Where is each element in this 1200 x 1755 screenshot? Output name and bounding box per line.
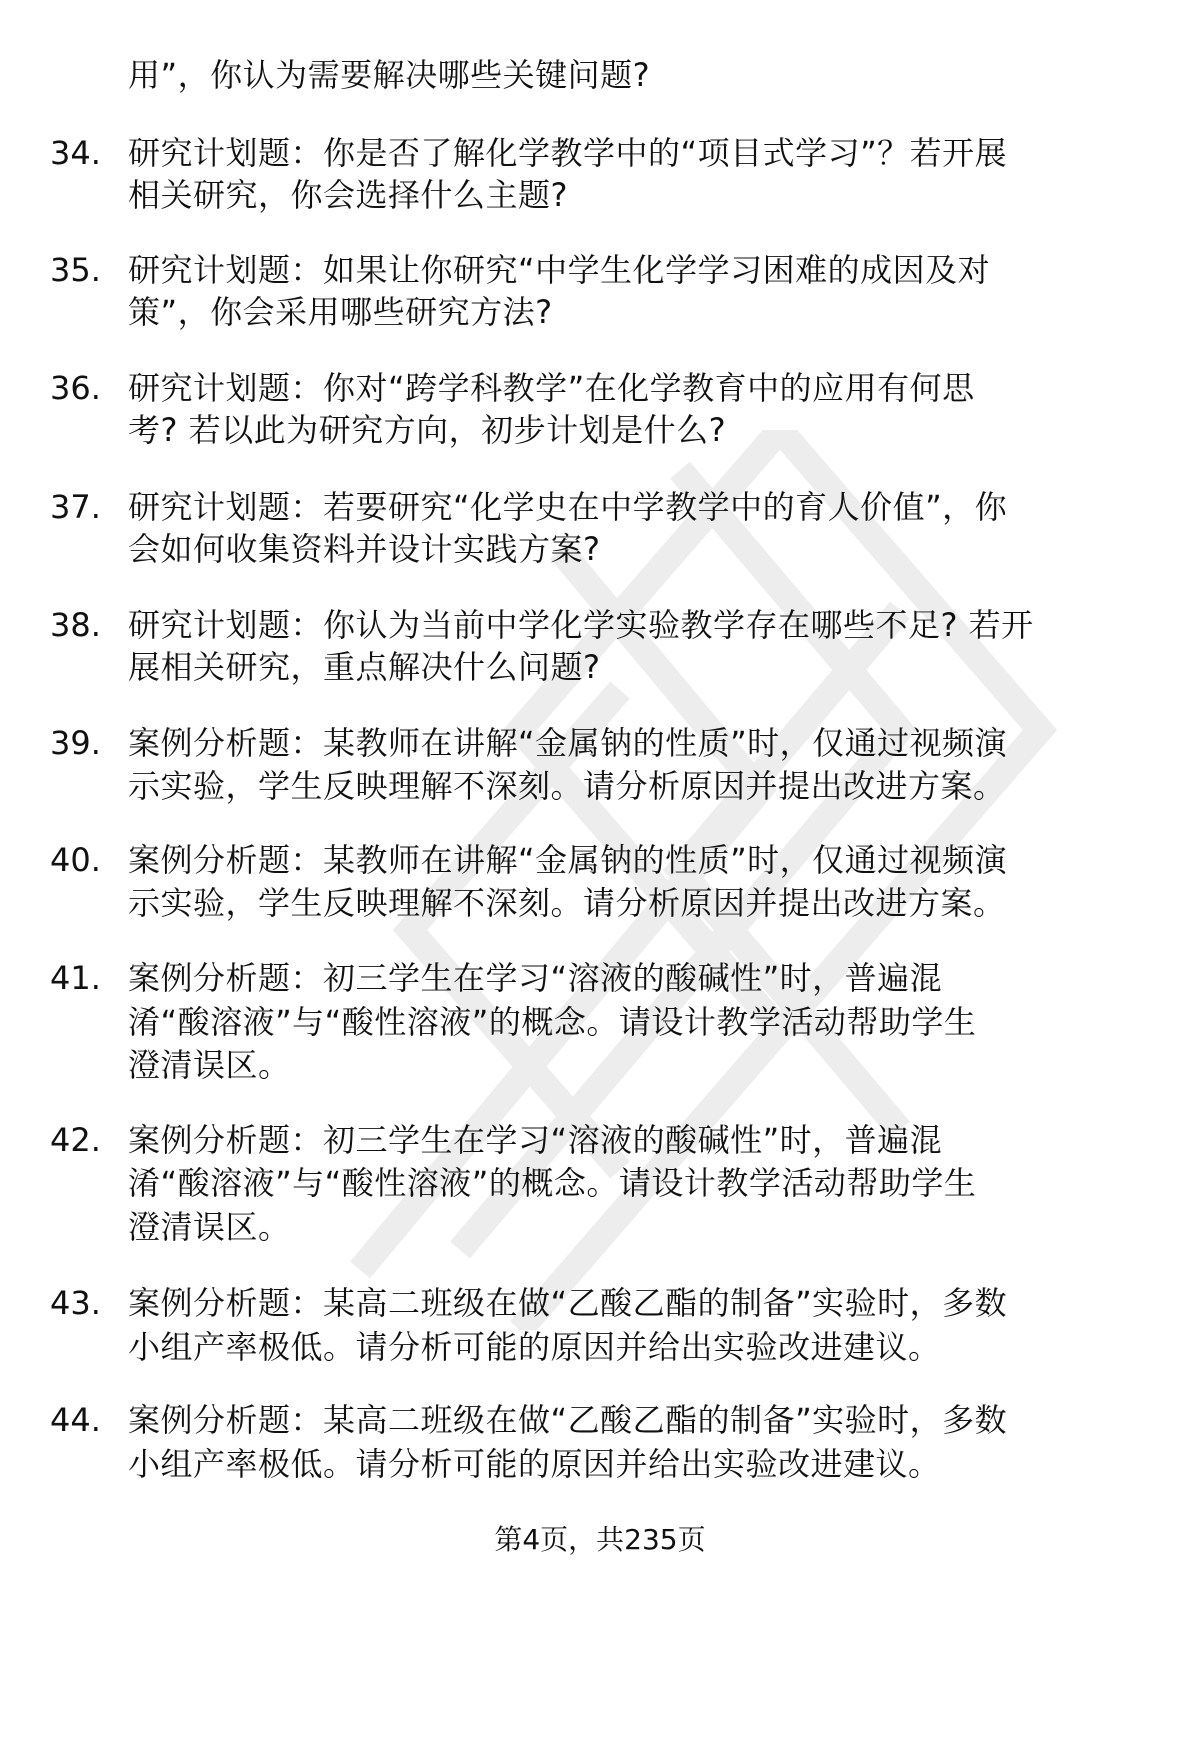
question-text-line: 案例分析题：某高二班级在做“乙酸乙酯的制备”实验时，多数 (128, 1284, 1008, 1322)
question-text-line: 策”，你会采用哪些研究方法? (128, 293, 553, 331)
question-text-line: 案例分析题：某高二班级在做“乙酸乙酯的制备”实验时，多数 (128, 1401, 1008, 1439)
question-text-line: 案例分析题：某教师在讲解“金属钠的性质”时，仅通过视频演 (128, 724, 1008, 762)
question-text-line: 研究计划题：你是否了解化学教学中的“项目式学习”？若开展 (128, 134, 1008, 172)
page-number-footer: 第4页，共235页 (494, 1523, 706, 1556)
question-text-line: 研究计划题：你认为当前中学化学实验教学存在哪些不足? 若开 (128, 606, 1034, 644)
question-number: 42. (50, 1121, 101, 1159)
question-text-line: 示实验，学生反映理解不深刻。请分析原因并提出改进方案。 (128, 884, 1006, 922)
question-text-line: 相关研究，你会选择什么主题? (128, 176, 568, 214)
question-text-line: 示实验，学生反映理解不深刻。请分析原因并提出改进方案。 (128, 767, 1006, 805)
question-text-line: 小组产率极低。请分析可能的原因并给出实验改进建议。 (128, 1445, 941, 1483)
question-number: 35. (50, 251, 101, 289)
question-text-line: 研究计划题：如果让你研究“中学生化学学习困难的成因及对 (128, 251, 991, 289)
question-number: 44. (50, 1401, 101, 1439)
question-number: 37. (50, 488, 101, 526)
question-text-line: 研究计划题：你对“跨学科教学”在化学教育中的应用有何思 (128, 369, 975, 407)
question-number: 40. (50, 841, 101, 879)
question-text-line: 展相关研究，重点解决什么问题? (128, 648, 601, 686)
question-number: 41. (50, 959, 101, 997)
question-number: 36. (50, 369, 101, 407)
question-text-line: 案例分析题：初三学生在学习“溶液的酸碱性”时，普遍混 (128, 1121, 943, 1159)
question-text-line: 淆“酸溶液”与“酸性溶液”的概念。请设计教学活动帮助学生 (128, 1164, 977, 1202)
continuation-line: 用”，你认为需要解决哪些关键问题? (128, 56, 651, 94)
question-text-line: 案例分析题：初三学生在学习“溶液的酸碱性”时，普遍混 (128, 959, 943, 997)
question-number: 39. (50, 724, 101, 762)
question-text-line: 小组产率极低。请分析可能的原因并给出实验改进建议。 (128, 1328, 941, 1366)
question-text-line: 澄清误区。 (128, 1208, 291, 1246)
question-text-line: 案例分析题：某教师在讲解“金属钠的性质”时，仅通过视频演 (128, 841, 1008, 879)
question-text-line: 淆“酸溶液”与“酸性溶液”的概念。请设计教学活动帮助学生 (128, 1003, 977, 1041)
question-text-line: 研究计划题：若要研究“化学史在中学教学中的育人价值”，你 (128, 488, 1008, 526)
question-number: 38. (50, 606, 101, 644)
question-text-line: 会如何收集资料并设计实践方案? (128, 530, 601, 568)
question-number: 43. (50, 1284, 101, 1322)
question-text-line: 澄清误区。 (128, 1046, 291, 1084)
question-number: 34. (50, 134, 101, 172)
question-text-line: 考? 若以此为研究方向，初步计划是什么? (128, 411, 727, 449)
